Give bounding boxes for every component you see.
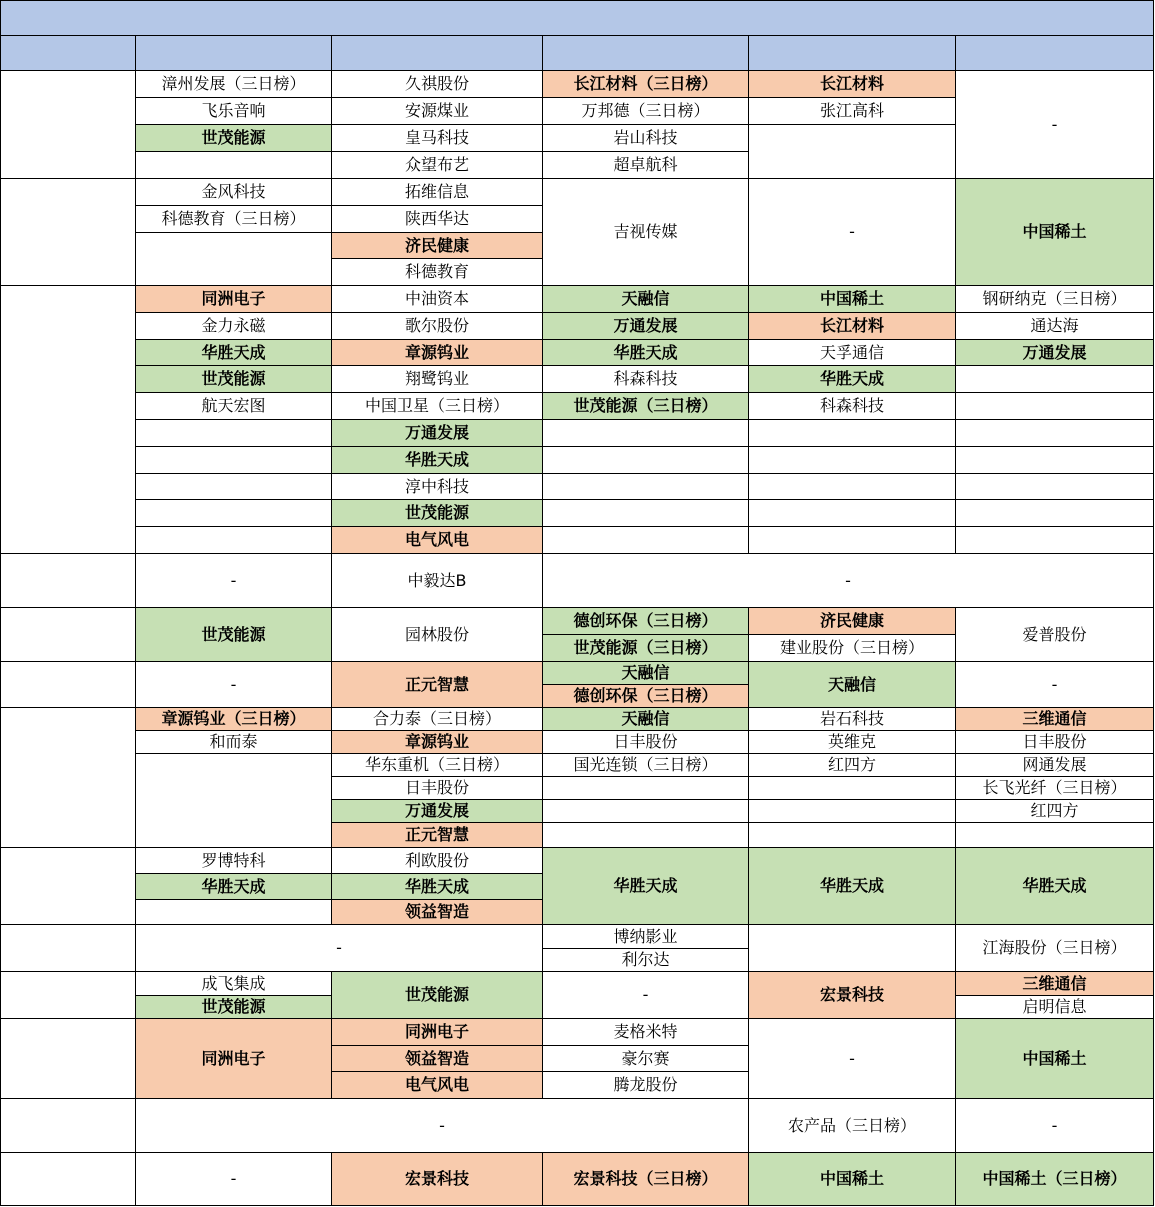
table-cell: 世茂能源 (135, 995, 332, 1019)
table-cell: 华胜天成 (542, 339, 749, 366)
table-cell: 科德教育（三日榜） (135, 205, 332, 233)
group-label (0, 924, 136, 972)
table-cell: 金力永磁 (135, 312, 332, 340)
table-cell: 日丰股份 (331, 776, 543, 800)
table-cell: 吉视传媒 (542, 178, 749, 286)
group-label (0, 1152, 136, 1206)
table-cell: - (542, 971, 749, 1019)
table-cell (748, 526, 956, 554)
table-cell: 万通发展 (542, 312, 749, 340)
table-cell: 济民健康 (748, 607, 956, 635)
table-cell: - (542, 553, 1154, 608)
table-cell (955, 499, 1154, 527)
table-cell: - (135, 661, 332, 708)
table-cell: 天融信 (542, 661, 749, 685)
table-cell (542, 526, 749, 554)
table-cell: 世茂能源 (331, 971, 543, 1019)
table-cell: 华胜天成 (542, 847, 749, 925)
table-cell (135, 419, 332, 447)
table-cell (135, 526, 332, 554)
table-cell: 农产品（三日榜） (748, 1098, 956, 1153)
table-cell (748, 473, 956, 500)
table-cell: 世茂能源 (135, 365, 332, 393)
table-cell: 中国稀土 (955, 178, 1154, 286)
table-cell: - (135, 1098, 749, 1153)
table-cell (135, 232, 332, 286)
table-cell (748, 776, 956, 800)
table-cell: 腾龙股份 (542, 1071, 749, 1099)
table-cell: 成飞集成 (135, 971, 332, 996)
table-cell: 江海股份（三日榜） (955, 924, 1154, 972)
table-cell: 宏景科技 (331, 1152, 543, 1206)
header-corner (0, 35, 136, 71)
table-cell (135, 151, 332, 179)
date-header-08.26 (331, 35, 543, 71)
table-cell: 漳州发展（三日榜） (135, 70, 332, 98)
table-cell: 长江材料（三日榜） (542, 70, 749, 98)
table-cell (955, 526, 1154, 554)
table-cell (955, 392, 1154, 420)
group-label (0, 661, 136, 708)
table-cell: 领益智造 (331, 899, 543, 925)
table-cell: 华胜天成 (748, 847, 956, 925)
table-cell: 万通发展 (331, 419, 543, 447)
table-cell: 宏景科技 (748, 971, 956, 1019)
table-cell (542, 473, 749, 500)
table-cell (542, 446, 749, 474)
table-cell: 淳中科技 (331, 473, 543, 500)
table-cell: 通达海 (955, 312, 1154, 340)
table-cell: 中国稀土 (955, 1018, 1154, 1099)
table-cell: 合力泰（三日榜） (331, 707, 543, 731)
table-cell: - (135, 924, 543, 972)
table-cell: 和而泰 (135, 730, 332, 754)
table-cell: - (135, 553, 332, 608)
table-cell: 同洲电子 (135, 1018, 332, 1099)
table-cell: 电气风电 (331, 1071, 543, 1099)
group-label (0, 1098, 136, 1153)
table-cell (542, 776, 749, 800)
table-cell: 红四方 (955, 799, 1154, 823)
table-cell (135, 499, 332, 527)
table-cell: 张江高科 (748, 97, 956, 125)
table-cell: 长江材料 (748, 70, 956, 98)
table-cell (955, 446, 1154, 474)
table-cell (955, 473, 1154, 500)
table-cell: 万通发展 (955, 339, 1154, 366)
table-cell: - (955, 70, 1154, 179)
table-cell: 建业股份（三日榜） (748, 634, 956, 662)
group-label (0, 553, 136, 608)
table-cell: 华东重机（三日榜） (331, 753, 543, 777)
table-cell: 拓维信息 (331, 178, 543, 206)
table-cell: 中国稀土（三日榜） (955, 1152, 1154, 1206)
table-cell: 红四方 (748, 753, 956, 777)
table-cell: 钢研纳克（三日榜） (955, 285, 1154, 313)
table-cell (542, 499, 749, 527)
date-header-08.29 (955, 35, 1154, 71)
table-cell: 三维通信 (955, 707, 1154, 731)
table-cell: 同洲电子 (135, 285, 332, 313)
table-cell: 网通发展 (955, 753, 1154, 777)
table-cell: 华胜天成 (331, 873, 543, 900)
table-cell: 天融信 (748, 661, 956, 708)
table-cell: 长飞光纤（三日榜） (955, 776, 1154, 800)
table-cell: 电气风电 (331, 526, 543, 554)
table-cell: 世茂能源 (135, 124, 332, 152)
table-cell: 世茂能源 (331, 499, 543, 527)
group-label (0, 178, 136, 286)
table-cell (135, 473, 332, 500)
table-cell: 罗博特科 (135, 847, 332, 874)
table-cell: 超卓航科 (542, 151, 749, 179)
table-cell: 华胜天成 (955, 847, 1154, 925)
table-cell: 华胜天成 (135, 339, 332, 366)
table-cell (748, 799, 956, 823)
table-cell: 章源钨业（三日榜） (135, 707, 332, 731)
table-cell: 科森科技 (748, 392, 956, 420)
table-cell: 万通发展 (331, 799, 543, 823)
group-label (0, 971, 136, 1019)
table-cell: 启明信息 (955, 995, 1154, 1019)
table-cell: 翔鹭钨业 (331, 365, 543, 393)
table-cell (542, 822, 749, 848)
table-cell (955, 365, 1154, 393)
table-cell (542, 419, 749, 447)
table-cell: 科德教育 (331, 258, 543, 286)
table-cell: 宏景科技（三日榜） (542, 1152, 749, 1206)
table-cell: 博纳影业 (542, 924, 749, 949)
table-cell: 华胜天成 (748, 365, 956, 393)
group-label (0, 285, 136, 554)
table-cell: 科森科技 (542, 365, 749, 393)
table-cell: 济民健康 (331, 232, 543, 259)
table-cell: 皇马科技 (331, 124, 543, 152)
table-cell: 同洲电子 (331, 1018, 543, 1046)
table-cell: 天孚通信 (748, 339, 956, 366)
table-cell: 英维克 (748, 730, 956, 754)
table-cell (748, 822, 956, 848)
table-cell: 三维通信 (955, 971, 1154, 996)
table-cell: 中油资本 (331, 285, 543, 313)
date-header-08.28 (748, 35, 956, 71)
table-cell: 天融信 (542, 285, 749, 313)
table-cell: 金风科技 (135, 178, 332, 206)
table-cell: 陕西华达 (331, 205, 543, 233)
table-cell: 中国稀土 (748, 285, 956, 313)
table-cell (135, 899, 332, 925)
table-cell: 章源钨业 (331, 339, 543, 366)
table-cell: 日丰股份 (542, 730, 749, 754)
table-cell (955, 419, 1154, 447)
table-cell: 中国卫星（三日榜） (331, 392, 543, 420)
table-cell: 章源钨业 (331, 730, 543, 754)
table-cell (748, 419, 956, 447)
table-cell: 华胜天成 (331, 446, 543, 474)
table-cell (955, 822, 1154, 848)
table-cell: 正元智慧 (331, 822, 543, 848)
table-cell: 爱普股份 (955, 607, 1154, 662)
table-cell (748, 124, 956, 179)
table-cell: - (748, 178, 956, 286)
table-cell: 麦格米特 (542, 1018, 749, 1046)
table-cell: 中国稀土 (748, 1152, 956, 1206)
table-cell: - (748, 1018, 956, 1099)
table-cell: 世茂能源 (135, 607, 332, 662)
table-cell (542, 799, 749, 823)
table-cell: 豪尔赛 (542, 1045, 749, 1072)
table-cell: - (955, 661, 1154, 708)
table-cell: 利欧股份 (331, 847, 543, 874)
table-cell: 利尔达 (542, 948, 749, 972)
table-cell: 众望布艺 (331, 151, 543, 179)
table-cell: 日丰股份 (955, 730, 1154, 754)
table-cell: 园林股份 (331, 607, 543, 662)
table-cell: 歌尔股份 (331, 312, 543, 340)
table-title (0, 0, 1154, 36)
table-cell: 岩石科技 (748, 707, 956, 731)
date-header-08.27 (542, 35, 749, 71)
table-cell: 安源煤业 (331, 97, 543, 125)
table-cell: 长江材料 (748, 312, 956, 340)
group-label (0, 607, 136, 662)
table-cell (135, 446, 332, 474)
table-cell: 正元智慧 (331, 661, 543, 708)
table-cell: 德创环保（三日榜） (542, 684, 749, 708)
table-cell: 天融信 (542, 707, 749, 731)
table-cell: 德创环保（三日榜） (542, 607, 749, 635)
group-label (0, 847, 136, 925)
date-header-08.25 (135, 35, 332, 71)
table-cell: 航天宏图 (135, 392, 332, 420)
table-cell (748, 446, 956, 474)
table-cell: 飞乐音响 (135, 97, 332, 125)
table-cell (748, 499, 956, 527)
table-cell: 世茂能源（三日榜） (542, 634, 749, 662)
table-cell (135, 753, 332, 848)
group-label (0, 70, 136, 179)
table-cell (748, 924, 956, 972)
table-cell: 领益智造 (331, 1045, 543, 1072)
table-cell: - (955, 1098, 1154, 1153)
table-cell: 万邦德（三日榜） (542, 97, 749, 125)
table-cell: 世茂能源（三日榜） (542, 392, 749, 420)
table-cell: 华胜天成 (135, 873, 332, 900)
table-cell: 中毅达B (331, 553, 543, 608)
table-cell: 久祺股份 (331, 70, 543, 98)
table-cell: 国光连锁（三日榜） (542, 753, 749, 777)
table-cell: 岩山科技 (542, 124, 749, 152)
group-label (0, 707, 136, 848)
table-cell: - (135, 1152, 332, 1206)
group-label (0, 1018, 136, 1099)
